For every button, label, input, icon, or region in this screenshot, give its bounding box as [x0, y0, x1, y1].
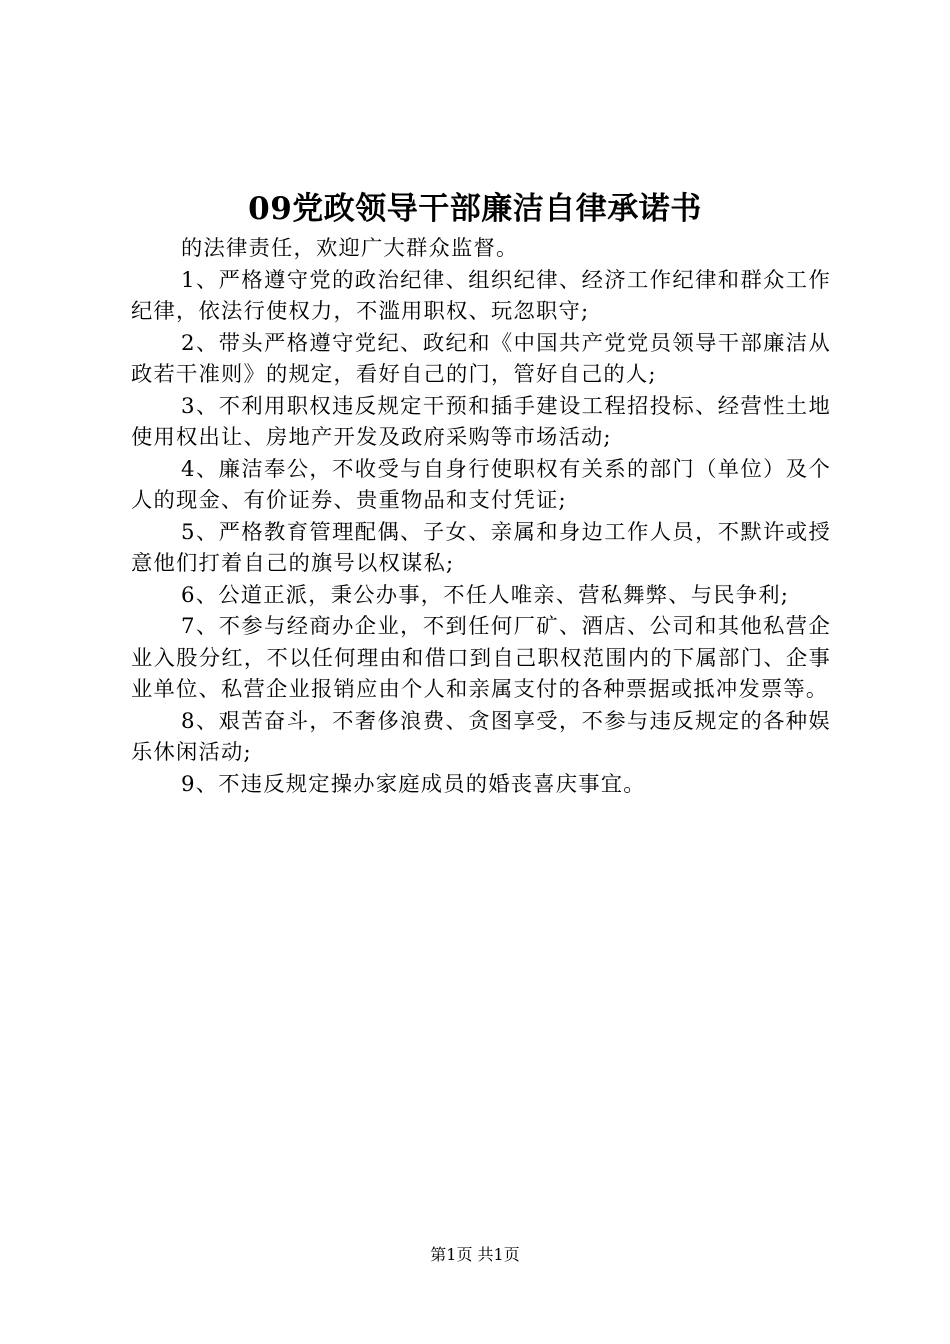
document-title: 09党政领导干部廉洁自律承诺书 — [248, 191, 702, 227]
paragraph-item-6: 6、公道正派，秉公办事，不任人唯亲、营私舞弊、与民争利; — [181, 582, 790, 608]
paragraph-item-5: 5、严格教育管理配偶、子女、亲属和身边工作人员，不默许或授意他们打着自己的旗号以权谋私; — [131, 519, 831, 576]
paragraph-intro: 的法律责任，欢迎广大群众监督。 — [181, 236, 519, 261]
document-body — [131, 233, 831, 800]
paragraph-item-2: 2、带头严格遵守党纪、政纪和《中国共产党党员领导干部廉洁从政若干准则》的规定，看好自己的门，管好自己的人; — [131, 330, 831, 387]
paragraph-item-9: 9、不违反规定操办家庭成员的婚丧喜庆事宜。 — [181, 771, 646, 797]
paragraph-item-4: 4、廉洁奉公，不收受与自身行使职权有关系的部门（单位）及个人的现金、有价证券、贵重物品和支付凭证; — [131, 456, 831, 513]
paragraph-item-1: 1、严格遵守党的政治纪律、组织纪律、经济工作纪律和群众工作纪律，依法行使权力，不滥用职权、玩忽职守; — [131, 267, 831, 324]
paragraph-item-8: 8、艰苦奋斗，不奢侈浪费、贪图享受，不参与违反规定的各种娱乐休闲活动; — [131, 708, 831, 765]
paragraph-item-3: 3、不利用职权违反规定干预和插手建设工程招投标、经营性土地使用权出让、房地产开发及政府采购等市场活动; — [131, 393, 831, 450]
page-number-footer: 第1页 共1页 — [430, 1245, 520, 1264]
paragraph-item-7: 7、不参与经商办企业，不到任何厂矿、酒店、公司和其他私营企业入股分红，不以任何理由和借口到自己职权范围内的下属部门、企事业单位、私营企业报销应由个人和亲属支付的各种票据或抵冲发票等。 — [131, 614, 831, 702]
